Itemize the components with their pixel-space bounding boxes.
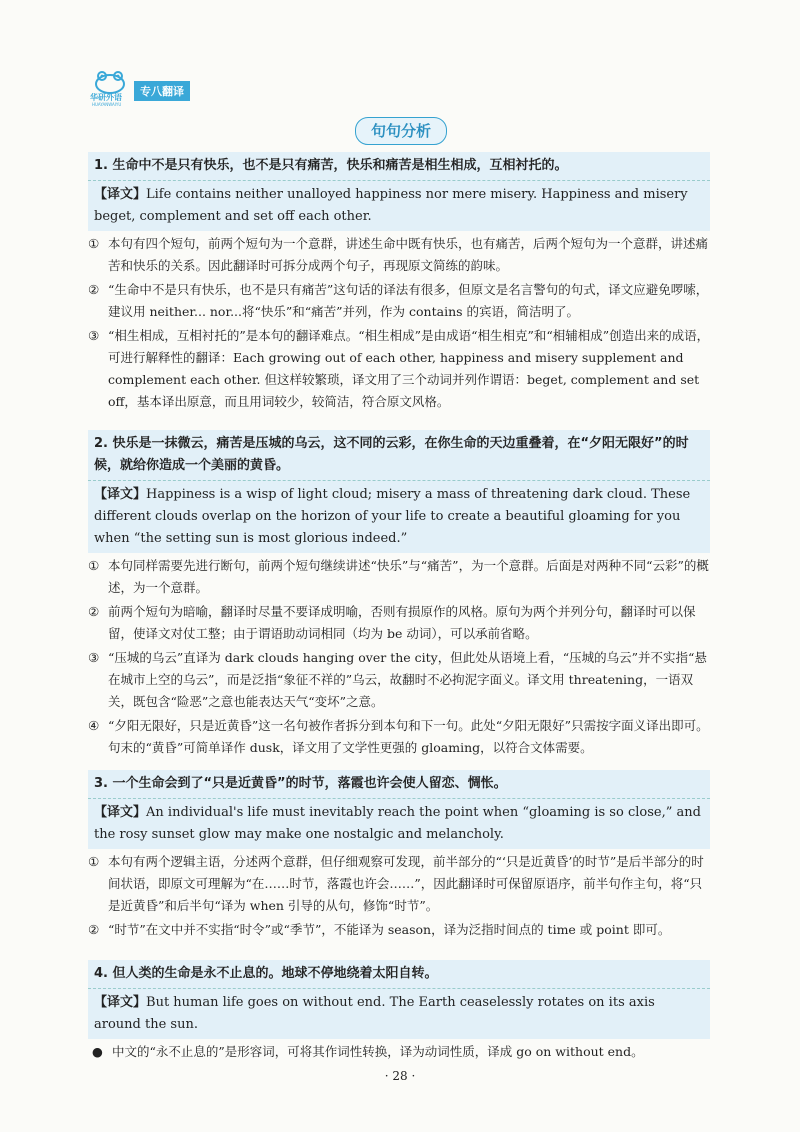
logo-sub: HUAYANWAIYU <box>92 102 122 107</box>
translation: 【译文】An individual's life must inevitably reach the point when “gloaming is so close,” and the rosy sunset glow may make one nostalgic and melancholy. <box>88 798 710 849</box>
note: ④ “夕阳无限好，只是近黄昏”这一名句被作者拆分到本句和下一句。此处“夕阳无限好”只需按字面义译出即可。句末的“黄昏”可简单译作 dusk，译文用了文学性更强的 gloaming，以符合文体需要。 <box>88 718 709 755</box>
note: ① 本句同样需要先进行断句，前两个短句继续讲述“快乐”与“痛苦”，为一个意群。后面是对两种不同“云彩”的概述，为一个意群。 <box>88 558 709 595</box>
translation: 【译文】Life contains neither unalloyed happiness nor mere misery. Happiness and misery beget, complement and set off each other. <box>88 180 710 231</box>
header <box>90 70 190 107</box>
source-sentence: 4. 但人类的生命是永不止息的。地球不停地绕着太阳自转。 <box>94 966 438 981</box>
item-2 <box>88 430 710 759</box>
page-number: · 28 · <box>384 1069 416 1083</box>
note: ② “生命中不是只有快乐，也不是只有痛苦”这句话的译法有很多，但原文是名言警句的句式，译文应避免啰嗦，建议用 neither... nor...将“快乐”和“痛苦”并列，作为 contains 的宾语，简洁明了。 <box>88 282 709 319</box>
note: ② “时节”在文中并不实指“时令”或“季节”，不能译为 season，译为泛指时间点的 time 或 point 即可。 <box>88 922 671 937</box>
note: ② 前两个短句为暗喻，翻译时尽量不要译成明喻，否则有损原作的风格。原句为两个并列分句，翻译时可以保留，使译文对仗工整；由于谓语助动词相同（均为 be 动词），可以承前省略。 <box>88 604 696 641</box>
source-sentence: 3. 一个生命会到了“只是近黄昏”的时节，落霞也许会使人留恋、惆怅。 <box>94 776 507 791</box>
item-1 <box>88 152 710 413</box>
note: ① 本句有四个短句，前两个短句为一个意群，讲述生命中既有快乐，也有痛苦，后两个短句为一个意群，讲述痛苦和快乐的关系。因此翻译时可拆分成两个句子，再现原文简练的韵味。 <box>88 236 709 273</box>
note: ① 本句有两个逻辑主语，分述两个意群，但仔细观察可发现，前半部分的“‘只是近黄昏’的时节”是后半部分的时间状语，即原文可理解为“在……时节，落霞也许会……”，因此翻译时可保留原语序，前半句作主句，将“只是近黄昏”和后半句“译为 when 引导的从句，修饰“时节”。 <box>88 854 704 913</box>
logo-text: 华研外语 <box>90 93 122 102</box>
item-4 <box>88 960 710 1063</box>
translation: 【译文】Happiness is a wisp of light cloud; misery a mass of threatening dark cloud. These different clouds overlap on the horizon of your life to create a beautiful gloaming for you when “the setting sun is most glorious indeed.” <box>88 480 710 553</box>
source-sentence: 2. 快乐是一抹微云，痛苦是压城的乌云，这不同的云彩，在你生命的天边重叠着，在“夕阳无限好”的时候，就给你造成一个美丽的黄昏。 <box>94 436 689 473</box>
source-sentence: 1. 生命中不是只有快乐，也不是只有痛苦，快乐和痛苦是相生相成，互相衬托的。 <box>94 158 568 173</box>
note: ● 中文的“永不止息的”是形容词，可将其作词性转换，译为动词性质，译成 go on without end。 <box>88 1041 710 1063</box>
bullet-icon: ● <box>92 1044 103 1059</box>
item-3 <box>88 770 710 941</box>
series-tag: 专八翻译 <box>134 81 190 101</box>
translation: 【译文】But human life goes on without end. The Earth ceaselessly rotates on its axis around the sun. <box>88 988 710 1039</box>
note: ③ “相生相成，互相衬托的”是本句的翻译难点。“相生相成”是由成语“相生相克”和“相辅相成”创造出来的成语，可进行解释性的翻译：Each growing out of each other, happiness and misery supplement and complement each other. 但这样较繁琐，译文用了三个动词并列作谓语：beget, complement and set off，基本译出原意，而且用词较少，较简洁，符合原文风格。 <box>88 328 710 409</box>
section-title: 句句分析 <box>355 117 447 145</box>
frog-logo-icon <box>90 70 132 107</box>
note: ③ “压城的乌云”直译为 dark clouds hanging over the city，但此处从语境上看，“压城的乌云”并不实指“悬在城市上空的乌云”，而是泛指“象征不祥的”乌云，故翻时不必拘泥字面义。译文用 threatening，一语双关，既包含“险恶”之意也能表达天气“变坏”之意。 <box>88 650 707 709</box>
